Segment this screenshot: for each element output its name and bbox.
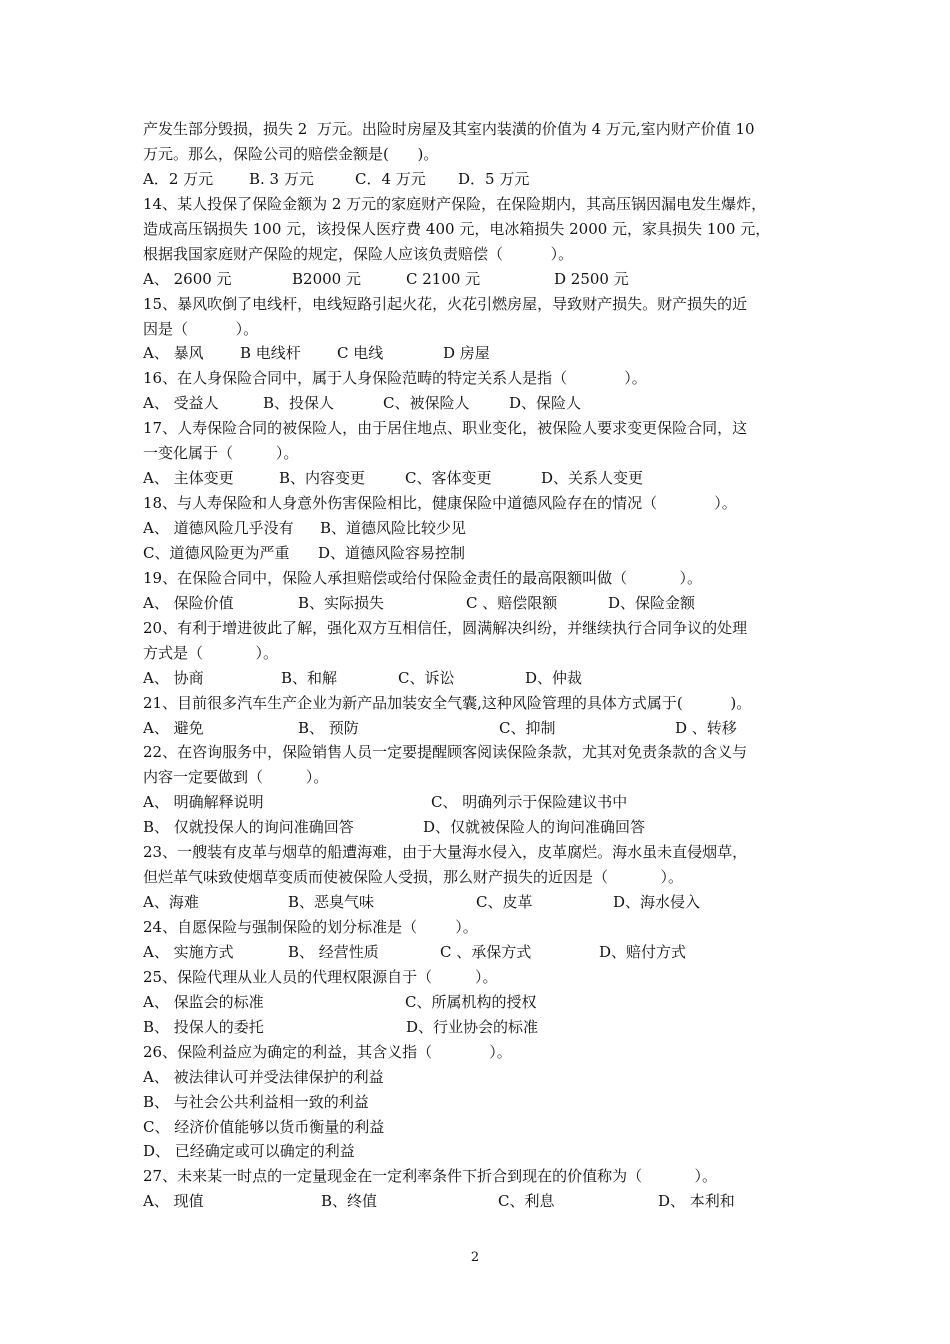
answer-options (143, 541, 815, 566)
answer-option: C．4 万元 (355, 169, 426, 188)
text-line: 一变化属于（ ）。 (143, 444, 299, 463)
text-line: 14、某人投保了保险金额为 2 万元的家庭财产保险，在保险期内，其高压锅因漏电发生爆炸， (143, 194, 767, 213)
answer-option: C 电线 (337, 344, 384, 363)
answer-options (143, 341, 815, 366)
answer-option: A、 2600 元 (143, 269, 232, 288)
answer-options (143, 666, 815, 691)
text-line: A、 被法律认可并受法律保护的利益 (143, 1067, 384, 1086)
answer-options (143, 716, 815, 741)
answer-option: D、道德风险容易控制 (318, 543, 466, 562)
answer-option: A、 主体变更 (143, 469, 234, 488)
answer-option: D、 本利和 (658, 1192, 735, 1211)
answer-option: A、 协商 (143, 668, 204, 687)
text-line: 18、与人寿保险和人身意外伤害保险相比，健康保险中道德风险存在的情况（ ）。 (143, 494, 737, 513)
answer-option: B、实际损失 (298, 593, 385, 612)
page-content (143, 117, 815, 1214)
answer-option: B、 预防 (298, 718, 359, 737)
answer-option: A．2 万元 (143, 169, 214, 188)
text-line: 21、目前很多汽车生产企业为新产品加装安全气囊,这种风险管理的具体方式属于( )。 (143, 693, 752, 712)
answer-option: A、 保监会的标准 (143, 992, 264, 1011)
answer-option: D、仲裁 (525, 668, 583, 687)
answer-option: C、抑制 (499, 718, 556, 737)
answer-option: D 、转移 (675, 718, 737, 737)
answer-option: D、海水侵入 (613, 893, 701, 912)
answer-option: A、 避免 (143, 718, 204, 737)
answer-options (143, 1015, 815, 1040)
answer-option: D 2500 元 (554, 269, 629, 288)
answer-option: C、客体变更 (405, 469, 492, 488)
answer-option: C 、承保方式 (440, 942, 532, 961)
answer-option: D、关系人变更 (541, 469, 644, 488)
answer-options (143, 790, 815, 815)
answer-options (143, 391, 815, 416)
text-line: 造成高压锅损失 100 元，该投保人医疗费 400 元，电冰箱损失 2000 元，家具损失 100 元， (143, 219, 771, 238)
answer-option: D．5 万元 (458, 169, 530, 188)
answer-options (143, 940, 815, 965)
answer-option: C、 明确列示于保险建议书中 (431, 793, 628, 812)
answer-options (143, 516, 815, 541)
answer-option: A、海难 (143, 893, 199, 912)
text-line: 根据我国家庭财产保险的规定，保险人应该负责赔偿（ ）。 (143, 244, 574, 263)
text-line: 万元。那么，保险公司的赔偿金额是( )。 (143, 144, 439, 163)
answer-options (143, 1189, 815, 1214)
answer-option: D 房屋 (443, 344, 490, 363)
text-line: 23、一艘装有皮革与烟草的船遭海难，由于大量海水侵入，皮革腐烂。海水虽未直侵烟草， (143, 843, 748, 862)
answer-options (143, 167, 815, 192)
answer-option: D、赔付方式 (599, 942, 687, 961)
text-line: 22、在咨询服务中，保险销售人员一定要提醒顾客阅读保险条款，尤其对免责条款的含义与 (143, 743, 748, 762)
text-line: 24、自愿保险与强制保险的划分标准是（ ）。 (143, 918, 478, 936)
answer-option: D、保险人 (509, 394, 582, 413)
text-line: 16、在人身保险合同中，属于人身保险范畴的特定关系人是指（ ）。 (143, 369, 647, 388)
answer-option: C、皮革 (476, 893, 533, 912)
answer-option: D、行业协会的标准 (406, 1017, 539, 1036)
answer-option: A、 暴风 (143, 344, 204, 363)
answer-option: A、 受益人 (143, 394, 219, 413)
answer-option: B、投保人 (263, 394, 335, 413)
answer-option: B2000 元 (292, 269, 361, 288)
answer-option: B、恶臭气味 (288, 893, 375, 912)
page-number: 2 (470, 1250, 480, 1265)
text-line: 26、保险利益应为确定的利益，其含义指（ ）。 (143, 1042, 512, 1061)
answer-option: B、道德风险比较少见 (320, 519, 467, 537)
text-line: 15、暴风吹倒了电线杆，电线短路引起火花，火花引燃房屋，导致财产损失。财产损失的近 (143, 294, 748, 313)
answer-option: B、和解 (281, 668, 338, 687)
answer-option: A、 保险价值 (143, 593, 234, 612)
text-line: 因是（ ）。 (143, 319, 259, 338)
answer-option: B、 仅就投保人的询问准确回答 (143, 818, 354, 837)
text-line: 19、在保险合同中，保险人承担赔偿或给付保险金责任的最高限额叫做（ ）。 (143, 568, 703, 587)
answer-options (143, 267, 815, 292)
answer-option: B. 3 万元 (249, 169, 314, 188)
answer-option: A、 现值 (143, 1192, 204, 1211)
answer-option: D、仅就被保险人的询问准确回答 (423, 818, 646, 837)
answer-option: B、终值 (321, 1192, 378, 1211)
text-line: 产发生部分毁损，损失 2 万元。出险时房屋及其室内装潢的价值为 4 万元,室内财产价值 10 (143, 120, 755, 138)
text-line: 17、人寿保险合同的被保险人，由于居住地点、职业变化，被保险人要求变更保险合同，这 (143, 419, 748, 438)
answer-option: C 2100 元 (406, 269, 481, 288)
text-line: 方式是（ ）。 (143, 643, 278, 662)
answer-option: B 电线杆 (240, 344, 301, 363)
answer-option: C、道德风险更为严重 (143, 543, 290, 562)
answer-option: D、保险金额 (608, 593, 696, 612)
answer-option: B、内容变更 (279, 469, 366, 488)
answer-options (143, 815, 815, 840)
answer-options (143, 591, 815, 616)
text-line: D、 已经确定或可以确定的利益 (143, 1142, 355, 1161)
answer-options (143, 890, 815, 915)
text-line: C、 经济价值能够以货币衡量的利益 (143, 1117, 385, 1136)
answer-options (143, 466, 815, 491)
answer-option: C 、赔偿限额 (466, 593, 558, 612)
text-line: 内容一定要做到（ ）。 (143, 768, 329, 787)
answer-option: A、 明确解释说明 (143, 793, 264, 812)
text-line: 25、保险代理从业人员的代理权限源自于（ ）。 (143, 967, 498, 986)
text-line: 但烂革气味致使烟草变质而使被保险人受损，那么财产损失的近因是（ ）。 (143, 868, 683, 887)
answer-option: C、诉讼 (398, 668, 455, 687)
answer-option: C、所属机构的授权 (405, 992, 537, 1011)
text-line: B、 与社会公共利益相一致的利益 (143, 1092, 369, 1111)
text-line: 27、未来某一时点的一定量现金在一定利率条件下折合到现在的价值称为（ ）。 (143, 1167, 718, 1186)
answer-option: C、利息 (498, 1192, 555, 1211)
text-line: 20、有利于增进彼此了解，强化双方互相信任，圆满解决纠纷，并继续执行合同争议的处理 (143, 618, 748, 637)
answer-option: B、 投保人的委托 (143, 1017, 264, 1036)
answer-option: A、 道德风险几乎没有 (143, 519, 294, 537)
answer-option: A、 实施方式 (143, 942, 234, 961)
answer-option: C、被保险人 (383, 394, 470, 413)
answer-options (143, 990, 815, 1015)
answer-option: B、 经营性质 (288, 942, 379, 961)
